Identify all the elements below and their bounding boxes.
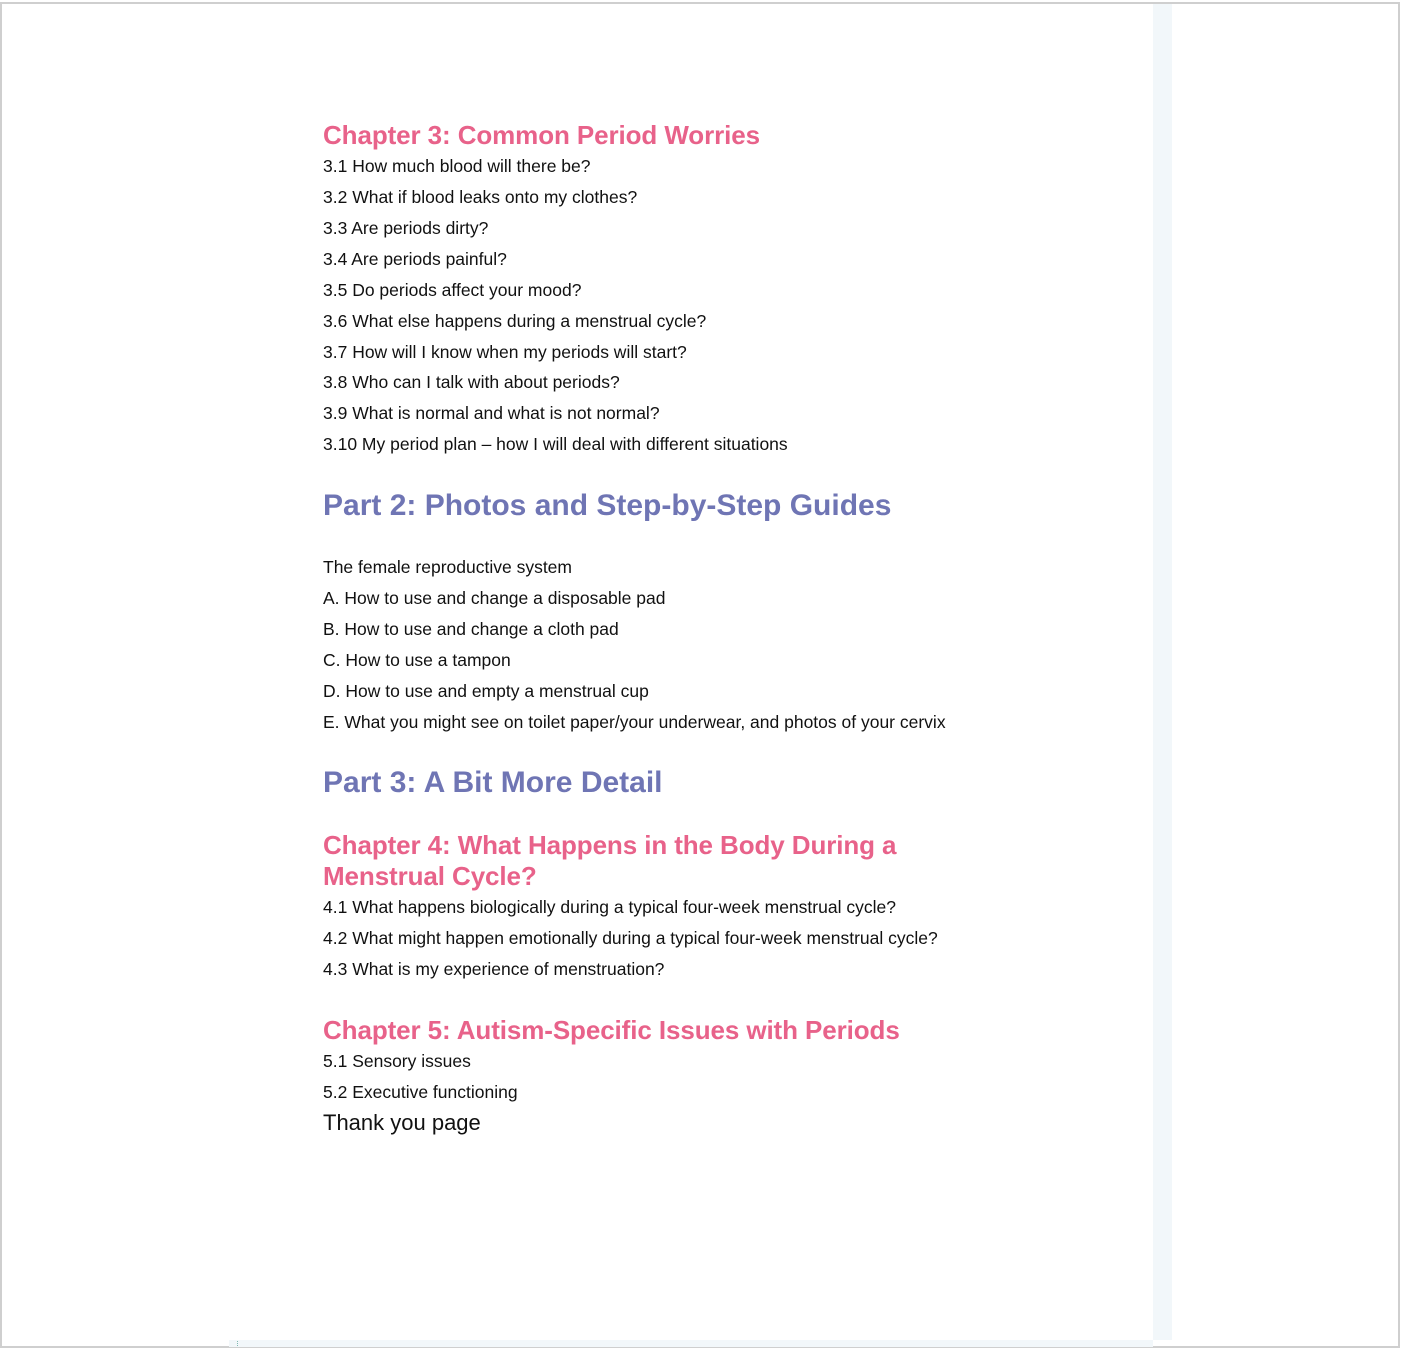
- toc-item-3-3[interactable]: 3.3 Are periods dirty?: [323, 218, 489, 238]
- part-2-heading[interactable]: Part 2: Photos and Step-by-Step Guides: [323, 489, 892, 522]
- toc-item-d[interactable]: D. How to use and empty a menstrual cup: [323, 681, 649, 701]
- toc-item-3-8[interactable]: 3.8 Who can I talk with about periods?: [323, 372, 620, 392]
- toc-item-3-6[interactable]: 3.6 What else happens during a menstrual cycle?: [323, 311, 707, 331]
- toc-item-5-1[interactable]: 5.1 Sensory issues: [323, 1051, 471, 1071]
- toc-item-3-10[interactable]: 3.10 My period plan – how I will deal with different situations: [323, 434, 788, 454]
- toc-item-b[interactable]: B. How to use and change a cloth pad: [323, 619, 619, 639]
- toc-item-4-3[interactable]: 4.3 What is my experience of menstruation?: [323, 959, 665, 979]
- document-frame: [0, 2, 1400, 1348]
- toc-item-3-1[interactable]: 3.1 How much blood will there be?: [323, 156, 591, 176]
- scroll-marker-icon: [237, 1341, 239, 1346]
- toc-item-5-2[interactable]: 5.2 Executive functioning: [323, 1082, 518, 1102]
- toc-item-e[interactable]: E. What you might see on toilet paper/your underwear, and photos of your cervix: [323, 712, 946, 732]
- toc-item-4-2[interactable]: 4.2 What might happen emotionally during a typical four-week menstrual cycle?: [323, 928, 938, 948]
- chapter-4-heading-line1[interactable]: Chapter 4: What Happens in the Body During a: [323, 830, 897, 860]
- toc-item-4-1[interactable]: 4.1 What happens biologically during a typical four-week menstrual cycle?: [323, 897, 896, 917]
- toc-item-a[interactable]: A. How to use and change a disposable pad: [323, 588, 666, 608]
- toc-item-3-7[interactable]: 3.7 How will I know when my periods will start?: [323, 342, 687, 362]
- toc-item-3-2[interactable]: 3.2 What if blood leaks onto my clothes?: [323, 187, 638, 207]
- toc-item-3-9[interactable]: 3.9 What is normal and what is not normal?: [323, 403, 660, 423]
- toc-item-reproductive-system[interactable]: The female reproductive system: [323, 557, 572, 577]
- toc-item-3-4[interactable]: 3.4 Are periods painful?: [323, 249, 507, 269]
- part-3-heading[interactable]: Part 3: A Bit More Detail: [323, 766, 663, 799]
- thank-you-page-link[interactable]: Thank you page: [323, 1110, 481, 1135]
- toc-item-c[interactable]: C. How to use a tampon: [323, 650, 511, 670]
- horizontal-scroll-strip[interactable]: [229, 1340, 1153, 1347]
- chapter-5-heading[interactable]: Chapter 5: Autism-Specific Issues with Periods: [323, 1015, 900, 1045]
- chapter-4-heading-line2[interactable]: Menstrual Cycle?: [323, 861, 537, 891]
- toc-item-3-5[interactable]: 3.5 Do periods affect your mood?: [323, 280, 582, 300]
- vertical-scroll-strip[interactable]: [1153, 4, 1172, 1340]
- chapter-3-heading[interactable]: Chapter 3: Common Period Worries: [323, 120, 760, 150]
